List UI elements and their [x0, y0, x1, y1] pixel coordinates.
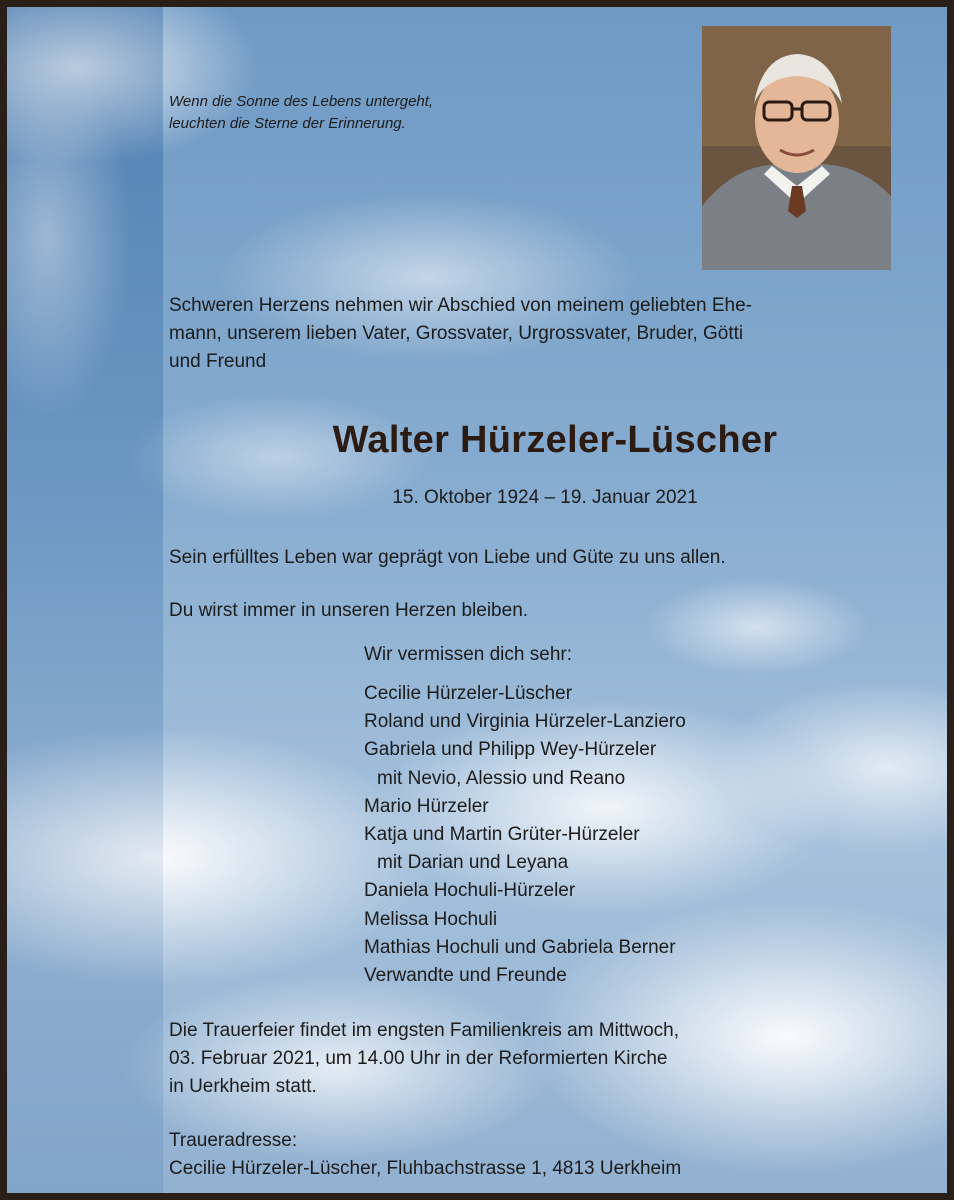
statement-line-1: Sein erfülltes Leben war geprägt von Liebe und Güte zu uns allen. — [169, 547, 726, 568]
service-line-2: 03. Februar 2021, um 14.00 Uhr in der Reformierten Kirche — [169, 1048, 668, 1069]
mourner-item: Gabriela und Philipp Wey-Hürzeler — [364, 739, 657, 761]
motto-line-2: leuchten die Sterne der Erinnerung. — [169, 115, 406, 132]
service-line-3: in Uerkheim statt. — [169, 1076, 317, 1097]
mourner-item: mit Nevio, Alessio und Reano — [377, 767, 626, 789]
life-dates: 15. Oktober 1924 – 19. Januar 2021 — [392, 487, 698, 508]
mourner-item: Daniela Hochuli-Hürzeler — [364, 880, 576, 902]
mourners-heading: Wir vermissen dich sehr: — [364, 644, 572, 665]
mourning-address: Cecilie Hürzeler-Lüscher, Fluhbachstrasse 1, 4813 Uerkheim — [169, 1158, 682, 1179]
mourner-item: Melissa Hochuli — [364, 908, 498, 930]
service-info — [169, 1017, 869, 1101]
intro-line-3: und Freund — [169, 351, 267, 372]
mourner-item: Cecilie Hürzeler-Lüscher — [364, 683, 573, 704]
mourner-item: mit Darian und Leyana — [377, 852, 569, 874]
intro-line-2: mann, unserem lieben Vater, Grossvater, Urgrossvater, Bruder, Götti — [169, 323, 744, 344]
service-line-1: Die Trauerfeier findet im engsten Familienkreis am Mittwoch, — [169, 1020, 680, 1041]
sky-band — [7, 7, 163, 1193]
address-label: Traueradresse: — [169, 1130, 298, 1151]
mourner-item: Verwandte und Freunde — [364, 965, 567, 987]
mourner-item: Mathias Hochuli und Gabriela Berner — [364, 936, 676, 958]
portrait-photo — [702, 26, 891, 270]
mourner-item: Katja und Martin Grüter-Hürzeler — [364, 824, 640, 846]
mourners-list — [364, 680, 686, 990]
statement-line-2: Du wirst immer in unseren Herzen bleiben. — [169, 600, 529, 621]
intro-line-1: Schweren Herzens nehmen wir Abschied von meinem geliebten Ehe- — [169, 295, 752, 316]
motto-quote — [169, 91, 433, 135]
deceased-name: Walter Hürzeler-Lüscher — [332, 419, 778, 461]
mourner-item: Mario Hürzeler — [364, 795, 489, 817]
intro-text — [169, 292, 889, 376]
motto-line-1: Wenn die Sonne des Lebens untergeht, — [169, 93, 434, 110]
portrait-image — [702, 26, 891, 270]
mourner-item: Roland und Virginia Hürzeler-Lanziero — [364, 711, 686, 733]
obituary-notice — [7, 7, 947, 1193]
